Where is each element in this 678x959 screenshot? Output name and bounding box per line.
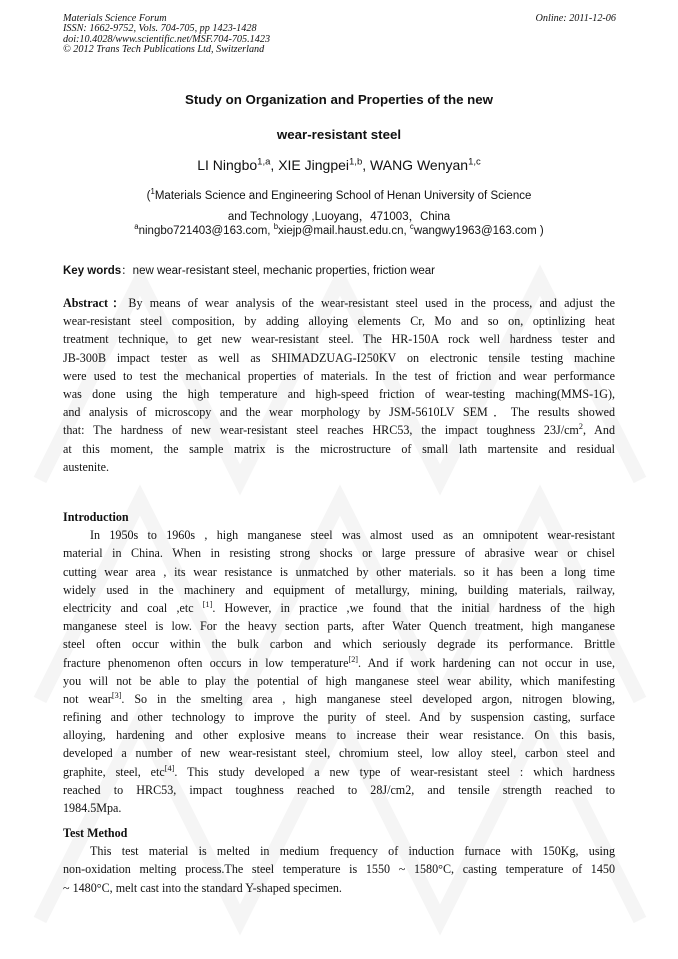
body-line: manganese steel is low. For the heavy section parts, after Water Quench treatment, high manganese [63, 619, 615, 634]
email-line: $^a$ningbo721403@163.com, $^b$xiejp@mail.haust.edu.cn, $^c$wangwy1963@163.com ) [134, 222, 544, 237]
body-line: graphite, steel, etc[4]. This study developed a new type of wear-resistant steel : which hardness [63, 763, 615, 779]
journal-info [63, 14, 423, 56]
abstract-line: were used to test the mechanical properties of materials. In the test of friction and wear performance [63, 368, 615, 383]
body-line: electricity and coal ,etc [1]. However, in practice ,we found that the initial hardness of the high [63, 599, 615, 615]
body-line: non-oxidation melting process.The steel temperature is 1550 ~ 1580°C, casting temperature of 1450 [63, 862, 615, 877]
email-link[interactable]: xiejp@mail.haust.edu.cn, [278, 225, 410, 237]
abstract-section [63, 294, 615, 476]
body-line: fracture phenomenon often occurs in low temperature[2]. And if work hardening can not occur in use, [63, 654, 615, 670]
keywords-label: Key words [63, 265, 122, 277]
citation-ref[interactable]: [2] [348, 654, 359, 664]
body-line: developed a number of new wear-resistant steel, chromium steel, low alloy steel, carbon steel and [63, 746, 615, 761]
affiliation-line-2: and Technology ,Luoyang，471003，China [227, 211, 451, 223]
abstract-line: that: The hardness of new wear-resistant steel reaches HRC53, the impact toughness $23J/cm^2$, And [63, 422, 615, 438]
author-superscript: 1,b [349, 156, 363, 168]
keywords: Key words：new wear-resistant steel, mechanic properties, friction wear [63, 265, 435, 277]
abstract-line: treatment technique, to get new wear-resistant steel. The HR-150A rock well hardness tester and [63, 332, 615, 347]
body-line: This test material is melted in medium frequency of induction furnace with 150Kg, using [90, 844, 615, 859]
citation-ref[interactable]: [1] [202, 599, 213, 609]
abstract-label: Abstract [63, 296, 109, 310]
body-line: alloying, hardening and other explosive means to increase their wear resistance. On this basis, [63, 728, 615, 743]
author-name: LI Ningbo [197, 157, 258, 173]
email-link[interactable]: wangwy1963@163.com ) [413, 225, 544, 237]
issn-line: ISSN: 1662-9752, Vols. 704-705, pp 1423-1428 [63, 23, 257, 35]
body-line: In 1950s to 1960s , high manganese steel was almost used as an omnipotent wear-resistant [90, 528, 615, 543]
author-list: LI Ningbo$^{1,a}$, XIE Jingpei$^{1,b}$, WANG Wenyan$^{1,c}$ [197, 156, 481, 173]
paper-title-line-2: wear-resistant steel [276, 127, 402, 142]
email-link[interactable]: ningbo721403@163.com, [138, 225, 274, 237]
body-line: not wear[3]. So in the smelting area , high manganese steel developed argon, nitrogen blowing, [63, 690, 615, 706]
abstract-line: wear-resistant steel composition, by adding alloying elements Cr, Mo and so on, optinlizing heat [63, 314, 615, 329]
abstract-line: austenite. [63, 459, 110, 474]
copyright-line: © 2012 Trans Tech Publications Ltd, Switzerland [63, 44, 265, 56]
abstract-line: was done using the high temperature and high-speed friction of wear-testing maching(MMS-1G), [63, 386, 615, 401]
body-line: refining and other technology to improve the purity of steel. And by suspension casting, surface [63, 710, 615, 725]
body-line: reached to HRC53, impact toughness reached to 28J/cm2, and tensile strength reached to [63, 782, 615, 797]
body-line: ~ 1480°C, melt cast into the standard Y-shaped specimen. [63, 880, 342, 895]
paper-title-line-1: Study on Organization and Properties of the new [184, 92, 494, 107]
author-superscript: 1,a [257, 156, 271, 168]
section-heading: Introduction [63, 510, 129, 524]
body-line: cutting wear area , its wear resistance is unmatched by other materials. so it has been a long time [63, 564, 615, 579]
citation-ref[interactable]: [3] [111, 690, 122, 700]
body-line: material in China. When in resisting strong shocks or large pressure of abrasive wear or chisel [63, 546, 615, 561]
abstract-line: and analysis of microscopy and the wear morphology by JSM-5610LV SEM．The results showed [63, 405, 615, 420]
doi-line[interactable]: doi:10.4028/www.scientific.net/MSF.704-705.1423 [63, 33, 271, 45]
author-name: XIE Jingpei [278, 157, 350, 173]
section-heading: Test Method [63, 826, 128, 840]
body-line: 1984.5Mpa. [63, 801, 122, 815]
body-line: steel often occur within the bulk carbon and which seriously degrade its performance. Brittle [63, 637, 615, 652]
abstract-line: at this moment, the sample matrix is the microstructure of small lath martensite and residual [63, 441, 615, 456]
body-line: widely used in the machinery and equipment of metallurgy, mining, building materials, railway, [63, 582, 615, 597]
introduction-section [63, 508, 615, 817]
citation-ref[interactable]: [4] [164, 763, 175, 773]
abstract-line: JB-300B impact tester as well as SHIMADZUAG-I250KV on electronic tensile testing machine [63, 350, 615, 365]
author-superscript: 1,c [468, 156, 481, 168]
keywords-text: new wear-resistant steel, mechanic properties, friction wear [132, 265, 435, 277]
affiliation-line-1: ($^1$Materials Science and Engineering School of Henan University of Science [146, 187, 532, 202]
body-line: you will not be able to play the potential of high manganese steel wear ability, which manifesting [63, 673, 615, 688]
journal-name: Materials Science Forum [63, 13, 167, 24]
abstract-line: Abstract：By means of wear analysis of the wear-resistant steel used in the process, and adjust the [63, 296, 615, 310]
test-method-section [63, 824, 615, 897]
online-date: Online: 2011-12-06 [535, 13, 616, 24]
author-name: WANG Wenyan [370, 157, 469, 173]
